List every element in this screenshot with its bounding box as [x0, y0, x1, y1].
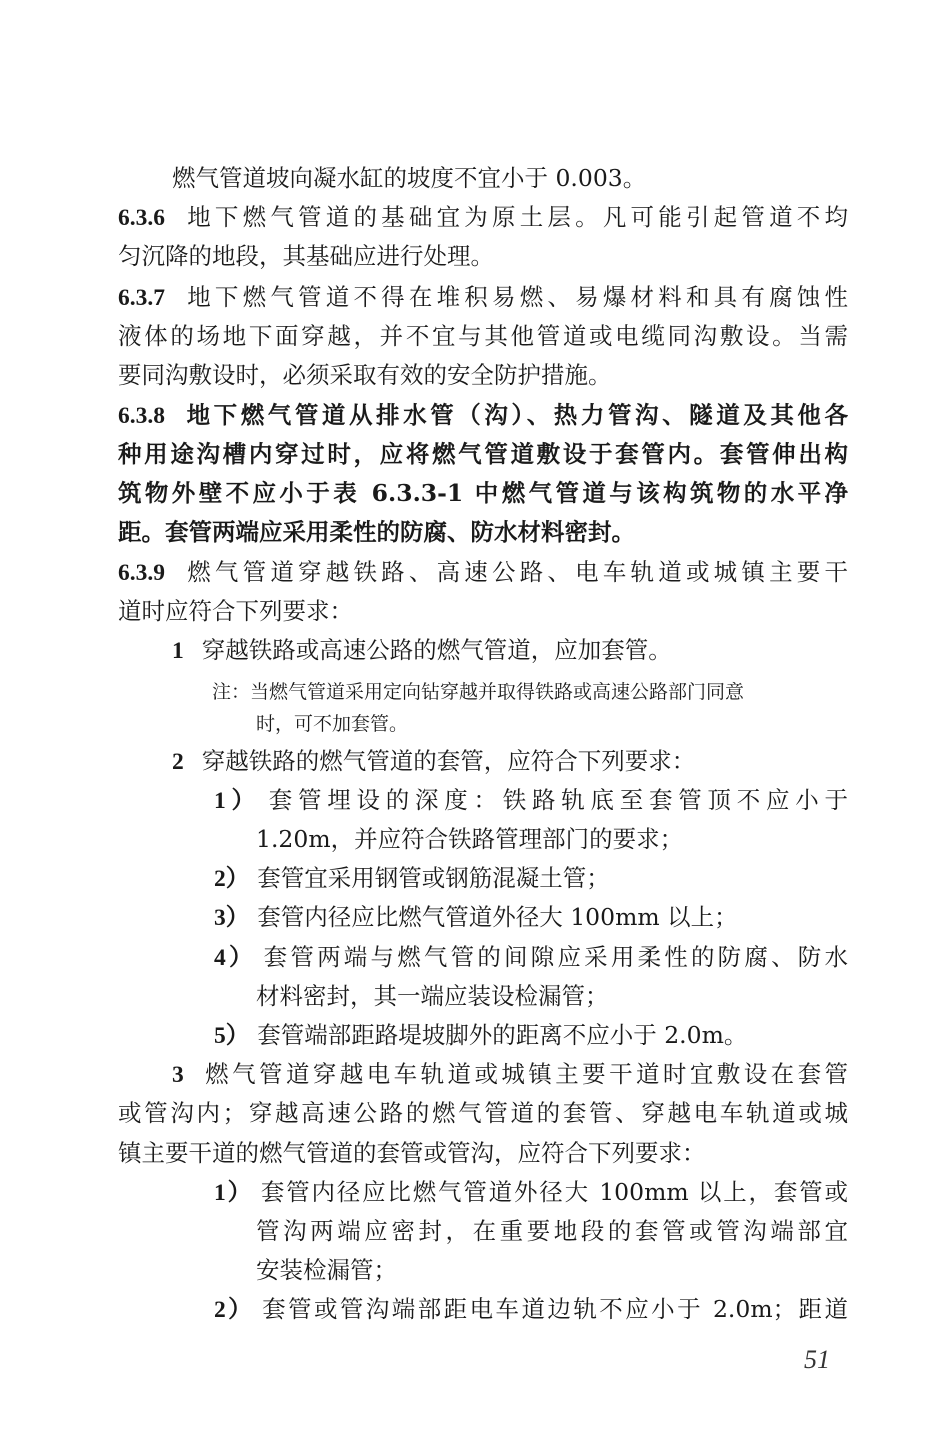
paragraph-line: 1.20m，并应符合铁路管理部门的要求； — [256, 825, 684, 853]
item-1: 1 穿越铁路或高速公路的燃气管道，应加套管。 — [172, 636, 672, 664]
sub-item-2: 2） 套管或管沟端部距电车道边轨不应小于 2.0m；距道 — [214, 1295, 848, 1323]
item-number: 3 — [172, 1062, 184, 1088]
page-number: 51 — [804, 1345, 830, 1374]
sub-item-number: 5） — [214, 1023, 250, 1049]
sub-item-2: 2） 套管宜采用钢管或钢筋混凝土管； — [214, 864, 610, 892]
paragraph-line: 种用途沟槽内穿过时，应将燃气管道敷设于套管内。套管伸出构 — [118, 440, 848, 468]
paragraph-line: 液体的场地下面穿越，并不宜与其他管道或电缆同沟敷设。当需 — [118, 322, 848, 350]
clause-number: 6.3.7 — [118, 285, 165, 311]
item-2: 2 穿越铁路的燃气管道的套管，应符合下列要求： — [172, 747, 696, 775]
sub-item-1: 1） 套管埋设的深度：铁路轨底至套管顶不应小于 — [214, 786, 848, 814]
clause-6-3-6: 6.3.6 地下燃气管道的基础宜为原土层。凡可能引起管道不均 — [118, 203, 848, 231]
paragraph-line: 距。套管两端应采用柔性的防腐、防水材料密封。 — [118, 518, 635, 546]
paragraph-line: 或管沟内；穿越高速公路的燃气管道的套管、穿越电车轨道或城 — [118, 1099, 848, 1127]
clause-6-3-7: 6.3.7 地下燃气管道不得在堆积易燃、易爆材料和具有腐蚀性 — [118, 283, 848, 311]
item-number: 2 — [172, 749, 184, 775]
paragraph-line: 要同沟敷设时，必须采取有效的安全防护措施。 — [118, 361, 612, 389]
paragraph-line: 匀沉降的地段，其基础应进行处理。 — [118, 242, 494, 270]
clause-number: 6.3.8 — [118, 403, 165, 429]
paragraph-line: 筑物外壁不应小于表 6.3.3-1 中燃气管道与该构筑物的水平净 — [118, 479, 848, 507]
sub-item-number: 1） — [214, 788, 261, 814]
paragraph-line: 材料密封，其一端应装设检漏管； — [256, 982, 609, 1010]
note-line: 注：当燃气管道采用定向钻穿越并取得铁路或高速公路部门同意 — [212, 681, 745, 703]
item-3: 3 燃气管道穿越电车轨道或城镇主要干道时宜敷设在套管 — [172, 1060, 848, 1088]
sub-item-number: 2） — [214, 1297, 255, 1323]
sub-item-number: 4） — [214, 945, 256, 971]
sub-item-number: 1） — [214, 1180, 253, 1206]
clause-number: 6.3.9 — [118, 560, 165, 586]
paragraph-line: 燃气管道坡向凝水缸的坡度不宜小于 0.003。 — [172, 164, 647, 192]
paragraph-line: 镇主要干道的燃气管道的套管或管沟，应符合下列要求： — [118, 1139, 706, 1167]
sub-item-4: 4） 套管两端与燃气管的间隙应采用柔性的防腐、防水 — [214, 943, 849, 971]
clause-6-3-8: 6.3.8 地下燃气管道从排水管（沟）、热力管沟、隧道及其他各 — [118, 401, 848, 429]
sub-item-1: 1） 套管内径应比燃气管道外径大 100mm 以上，套管或 — [214, 1178, 848, 1206]
sub-item-number: 3） — [214, 905, 250, 931]
paragraph-line: 安装检漏管； — [256, 1256, 397, 1284]
note-line: 时，可不加套管。 — [256, 713, 409, 735]
sub-item-number: 2） — [214, 866, 250, 892]
paragraph-line: 管沟两端应密封，在重要地段的套管或管沟端部宜 — [256, 1217, 848, 1245]
sub-item-5: 5） 套管端部距路堤坡脚外的距离不应小于 2.0m。 — [214, 1021, 748, 1049]
sub-item-3: 3） 套管内径应比燃气管道外径大 100mm 以上； — [214, 903, 738, 931]
clause-number: 6.3.6 — [118, 205, 165, 231]
clause-6-3-9: 6.3.9 燃气管道穿越铁路、高速公路、电车轨道或城镇主要干 — [118, 558, 848, 586]
item-number: 1 — [172, 638, 184, 664]
paragraph-line: 道时应符合下列要求： — [118, 597, 353, 625]
